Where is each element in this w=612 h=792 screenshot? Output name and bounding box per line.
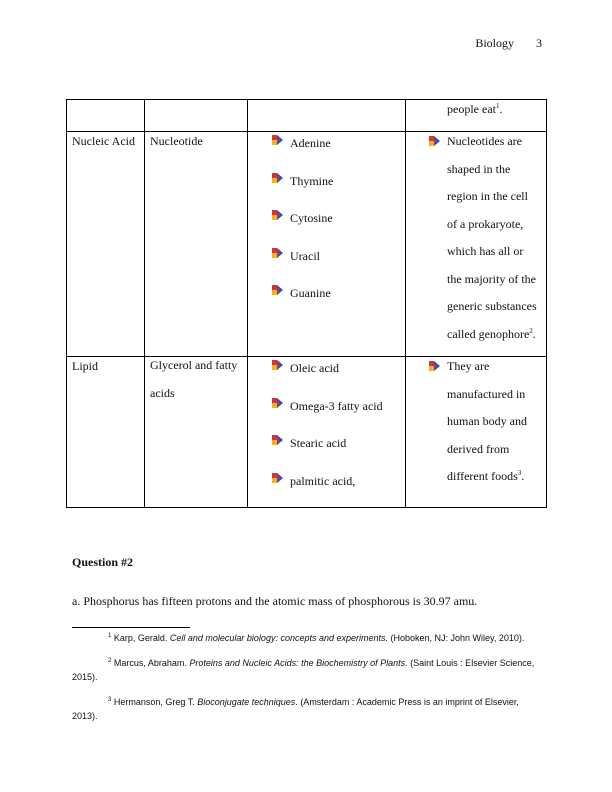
arrow-bullet-icon — [429, 361, 440, 371]
table-cell — [145, 132, 248, 357]
list-item: Oleic acid — [272, 357, 400, 395]
molecule-type: Nucleic Acid — [72, 134, 135, 148]
footnote-ref: 3 — [517, 469, 522, 477]
footnote: $^1$ Karp, Gerald. Cell and molecular biology: concepts and experiments. (Hoboken, NJ: John Wiley, 2010). — [108, 633, 525, 643]
table-cell — [145, 357, 248, 508]
list-item: Omega-3 fatty acid — [272, 395, 400, 433]
footnote: $^2$ Marcus, Abraham. Proteins and Nucleic Acids: the Biochemistry of Plants. (Saint Louis : Elsevier Science, 2015). — [72, 658, 535, 682]
examples-list — [272, 132, 400, 320]
list-item: They are manufactured in human body and derived from different foods$^3$. — [429, 353, 541, 491]
arrow-bullet-icon — [272, 435, 283, 445]
arrow-bullet-icon — [272, 398, 283, 408]
table-cell: people eat$^1$. — [406, 100, 547, 132]
list-item: Guanine — [272, 282, 400, 320]
footnote: $^3$ Hermanson, Greg T. Bioconjugate techniques. (Amsterdam : Academic Press is an imprint of Elsevier, 2013). — [72, 697, 519, 721]
arrow-bullet-icon — [272, 135, 283, 145]
table-row — [67, 357, 547, 508]
footnote-divider — [72, 627, 190, 628]
table-cell — [406, 132, 547, 357]
arrow-bullet-icon — [272, 473, 283, 483]
list-item: palmitic acid, — [272, 470, 400, 508]
list-item: Cytosine — [272, 207, 400, 245]
examples-list — [272, 357, 400, 507]
notes-list — [429, 353, 541, 491]
biomolecule-table — [66, 99, 547, 508]
table-cell — [248, 132, 406, 357]
molecule-type: Lipid — [72, 359, 98, 373]
arrow-bullet-icon — [429, 136, 440, 146]
table-cell — [248, 357, 406, 508]
arrow-bullet-icon — [272, 248, 283, 258]
table-row — [67, 132, 547, 357]
table-row — [67, 100, 547, 132]
page-header — [475, 36, 542, 51]
question-title: Question #2 — [72, 555, 134, 569]
table-cell — [248, 100, 406, 132]
list-item: Stearic acid — [272, 432, 400, 470]
table-cell — [67, 100, 145, 132]
notes-list — [429, 128, 541, 348]
table-cell — [145, 100, 248, 132]
footnote-ref: 2 — [529, 326, 533, 335]
footnote-ref: 1 — [495, 102, 500, 110]
list-item: Thymine — [272, 170, 400, 208]
page-number: 3 — [536, 36, 542, 50]
note-text: people eat — [447, 102, 496, 116]
list-item: Adenine — [272, 132, 400, 170]
arrow-bullet-icon — [272, 210, 283, 220]
question-text: a. Phosphorus has fifteen protons and the atomic mass of phosphorous is 30.97 amu. — [72, 594, 478, 608]
arrow-bullet-icon — [272, 285, 283, 295]
table-cell — [67, 357, 145, 508]
arrow-bullet-icon — [272, 360, 283, 370]
monomer: Nucleotide — [150, 134, 203, 148]
table-cell — [67, 132, 145, 357]
footnotes — [72, 631, 542, 734]
list-item: Nucleotides are shaped in the region in the cell of a prokaryote, which has all or the majority of the generic substances called genophore$^2$. — [429, 128, 541, 348]
list-item: Uracil — [272, 245, 400, 283]
header-title: Biology — [475, 36, 514, 50]
table-cell — [406, 357, 547, 508]
monomer: Glycerol and fatty acids — [150, 358, 238, 400]
arrow-bullet-icon — [272, 173, 283, 183]
